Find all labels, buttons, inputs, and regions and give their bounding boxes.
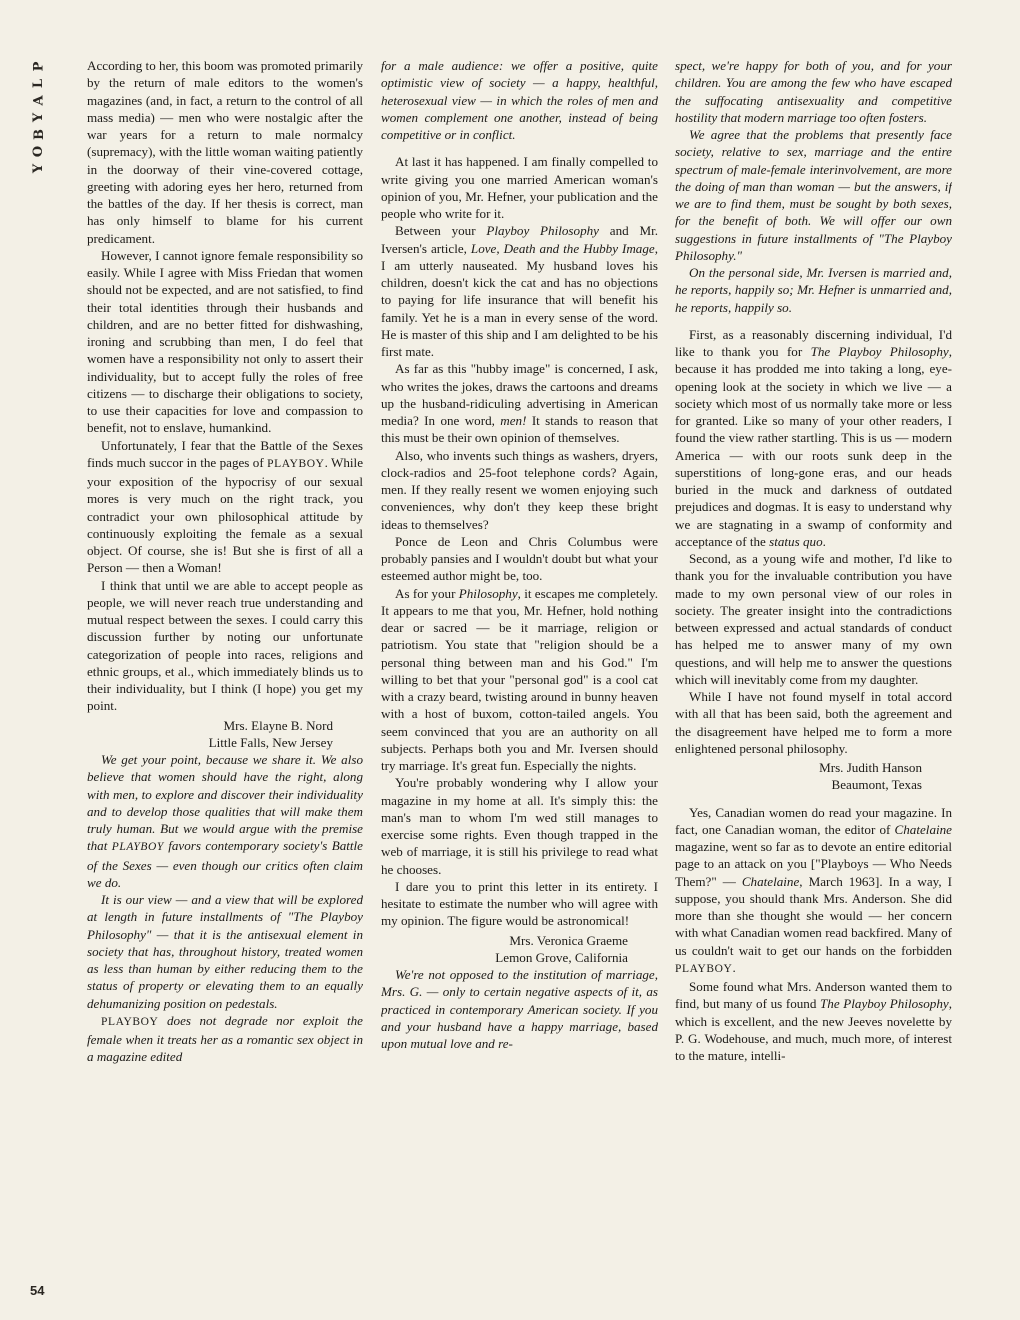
magazine-name: PLAYBOY bbox=[101, 1015, 159, 1028]
editor-reply: We're not opposed to the institution of marriage, Mrs. G. — only to certain negative aspects of it, as practiced in contemporary American society. If you and your husband have a happy marriage, based upon mutual love and re- bbox=[381, 967, 658, 1051]
masthead-letter: B bbox=[31, 129, 47, 140]
editor-reply: We get your point, because we share it. We also believe that women should have the right, along with men, to explore and discover their individuality and to develop those qualities that will make them truly human. But we would argue with the premise that PLAYBOY favors contemporary society's Battle of the Sexes — even though our critics often claim we do. bbox=[87, 752, 363, 890]
page-number: 54 bbox=[30, 1283, 45, 1298]
letter-paragraph: Also, who invents such things as washers, dryers, clock-radios and 25-foot telephone cords? Again, men. If they really resent we women enjoying such conveniences, why don't they keep these bright ideas to themselves? bbox=[381, 447, 658, 532]
letter-paragraph: Between your Playboy Philosophy and Mr. Iversen's article, Love, Death and the Hubby Image, I am utterly nauseated. My husband loves his children, doesn't kick the cat and has no objections to paying for life insurance that will benefit his family. Yet he is a man in every sense of the word. He is master of this ship and I am delighted to be his first mate. bbox=[381, 223, 658, 359]
editor-reply: We agree that the problems that presently face society, relative to sex, marriage and the entire spectrum of male-female interinvolvement, are more the doing of man than woman — but the answers, if we are to find them, must be sought by both sexes, for the benefit of both. We will offer our own suggestions in future installments of "The Playboy Philosophy." bbox=[675, 127, 952, 263]
title-italic: Philosophy bbox=[458, 585, 518, 601]
masthead-letter: O bbox=[31, 145, 47, 158]
masthead-letter: P bbox=[31, 61, 47, 72]
editor-reply: PLAYBOY does not degrade nor exploit the female when it treats her as a romantic sex object in a magazine edited bbox=[87, 1012, 363, 1065]
letter-paragraph: Unfortunately, I fear that the Battle of the Sexes finds much succor in the pages of PLAYBOY. While your exposition of the hypocrisy of our sexual mores is very much on the right track, you contradict your own philosophical attitude by continuously exploiting the female as a sexual object. Of course, she is! But she is first of all a Person — then a Woman! bbox=[87, 437, 363, 576]
signature-place: Little Falls, New Jersey bbox=[208, 734, 333, 750]
title-italic: Love, Death and the Hubby Image bbox=[470, 240, 655, 256]
title-italic: Chatelaine bbox=[894, 821, 952, 837]
signature-place: Beaumont, Texas bbox=[831, 777, 922, 793]
signature-place: Lemon Grove, California bbox=[495, 949, 628, 965]
emphasis: status quo bbox=[769, 533, 823, 549]
letter-paragraph: Some found what Mrs. Anderson wanted them to find, but many of us found The Playboy Philosophy, which is excellent, and the new Jeeves novelette by P. G. Wodehouse, and much, much more, of interest to the mature, intelli- bbox=[675, 979, 952, 1063]
letter-paragraph: Yes, Canadian women do read your magazine. In fact, one Canadian woman, the editor of Chatelaine magazine, went so far as to devote an entire editorial page to an attack on you ["Playboys — Who Needs Them?" — Chatelaine, March 1963]. In a way, I suppose, you should thank Mrs. Anderson. She did more than she thought she would — her concern with what Canadian women read backfired. Many of us couldn't wait to get our hands on the forbidden PLAYBOY. bbox=[675, 804, 952, 975]
masthead-letter: A bbox=[31, 95, 47, 106]
letter-paragraph: However, I cannot ignore female responsibility so easily. While I agree with Miss Friedan that women should not be expected, and are not satisfied, to find their total identities through their husbands and children, and are no better fitted for dishwashing, ironing and scrubbing than men, I do feel that women have a responsibility not only to assert their individuality, but to accept fully the roles of free citizens — to discharge their obligations to society, to use their capacities for love and compassion to benefit, not to enslave, humankind. bbox=[87, 247, 363, 436]
title-italic: The Playboy Philosophy bbox=[810, 344, 949, 359]
masthead-letter: Y bbox=[31, 112, 47, 123]
letter-paragraph: According to her, this boom was promoted primarily by the return of male editors to the women's magazines (and, in fact, a return to the control of all mass media) — men who were nostalgic after the war years for a return to male normalcy (supremacy), with the little woman waiting patiently in the doorway of their vine-covered cottage, greeting with adoring eyes her hero, returned from the battles of the day. If her thesis is correct, man has only himself to blame for his current predicament. bbox=[87, 58, 363, 246]
letter-paragraph: I dare you to print this letter in its entirety. I hesitate to estimate the number who will agree with my opinion. The figure would be astronomical! bbox=[381, 878, 658, 929]
magazine-name: PLAYBOY bbox=[675, 962, 733, 975]
title-italic: Chatelaine bbox=[741, 873, 800, 889]
editor-reply: for a male audience: we offer a positive, quite optimistic view of society — a happy, healthful, heterosexual view — in which the roles of men and women complement one another, instead of being competitive or in conflict. bbox=[381, 58, 658, 142]
letter-signature bbox=[675, 759, 922, 794]
letter-paragraph: At last it has happened. I am finally compelled to write giving you one married American woman's opinion of you, Mr. Hefner, your publication and the people who write for it. bbox=[381, 154, 658, 221]
letter-signature bbox=[381, 932, 628, 967]
column-right bbox=[675, 57, 952, 1298]
masthead-letter: Y bbox=[31, 163, 47, 174]
signature-name: Mrs. Veronica Graeme bbox=[509, 932, 628, 948]
letter-paragraph: You're probably wondering why I allow your magazine in my home at all. It's simply this: the man's man to whom I'm wed still manages to exercise some rights. Even though trapped in the web of marriage, it is still his privilege to read what he chooses. bbox=[381, 775, 658, 877]
letter-paragraph: As for your Philosophy, it escapes me completely. It appears to me that you, Mr. Hefner, hold nothing dear or sacred — be it marriage, religion or patriotism. You state that "religion should be a personal thing between man and his God." I'm willing to bet that your "personal god" is a cool cat with a crazy beard, twisting around in bunny heaven with a host of buxom, cotton-tailed angels. You seem convinced that you are an authority on all subjects. Perhaps both you and Mr. Iversen should try marriage. It's great fun. Especially the nights. bbox=[381, 585, 658, 773]
title-italic: The Playboy Philosophy bbox=[820, 996, 949, 1012]
letter-paragraph: I think that until we are able to accept people as people, we will never reach true understanding and mutual respect between the sexes. I could carry this discussion further by noting our unfortunate categorization of people into races, religions and ethnic groups, et al., which immediately blinds us to their individuality, but I think (I hope) you get my point. bbox=[87, 577, 363, 714]
letter-paragraph: While I have not found myself in total accord with all that has been said, both the agreement and the disagreement have helped me to form a more enlightened personal philosophy. bbox=[675, 689, 952, 756]
editor-reply: On the personal side, Mr. Iversen is married and, he reports, happily so; Mr. Hefner is unmarried and, he reports, happily so. bbox=[675, 265, 952, 315]
signature-name: Mrs. Judith Hanson bbox=[819, 760, 922, 775]
letter-signature bbox=[87, 717, 333, 752]
column-middle bbox=[381, 57, 658, 1298]
editor-reply: spect, we're happy for both of you, and for your children. You are among the few who have escaped the suffocating antisexuality and competitive hostility that modern marriage too often fosters. bbox=[675, 58, 952, 125]
magazine-name: PLAYBOY bbox=[267, 457, 325, 470]
title-italic: Playboy Philosophy bbox=[486, 223, 599, 239]
letter-paragraph: First, as a reasonably discerning individual, I'd like to thank you for The Playboy Philosophy, because it has prodded me into taking a long, eye-opening look at the society in which we live — a society which most of us normally take more or less for granted. Like so many of your other readers, I found the view rather startling. This is us — modern America — with our roots sunk deep in the superstitions of long-gone eras, and our heads buried in the muck and darkness of outdated prejudices and dogmas. It is easy to understand why we are stagnating in a swamp of conformity and acceptance of the status quo. bbox=[675, 326, 952, 549]
magazine-name: PLAYBOY bbox=[111, 841, 164, 854]
editor-reply: It is our view — and a view that will be explored at length in future installments of "The Playboy Philosophy" — that it is the antisexual element in society that has, throughout history, treated women as less than human by either reducing them to the status of property or elevating them to an equally dehumanizing position on pedestals. bbox=[87, 892, 363, 1011]
letter-paragraph: As far as this "hubby image" is concerned, I ask, who writes the jokes, draws the cartoons and dreams up the husband-ridiculing advertising in American media? In one word, men! It stands to reason that this must be their own opinion of themselves. bbox=[381, 361, 658, 446]
signature-name: Mrs. Elayne B. Nord bbox=[223, 717, 333, 733]
masthead-letter: L bbox=[31, 78, 47, 89]
masthead-vertical bbox=[28, 58, 50, 177]
letter-paragraph: Second, as a young wife and mother, I'd like to thank you for the invaluable contribution you have made to my own personal view of our roles in society. The greater insight into the contradictions between expressed and actual standards of conduct has helped me to answer many of my own questions, and will help me to answer the questions which will inevitably come from my daughter. bbox=[675, 551, 952, 687]
column-left bbox=[87, 57, 363, 1298]
emphasis: men! bbox=[500, 413, 527, 428]
letter-paragraph: Ponce de Leon and Chris Columbus were probably pansies and I wouldn't doubt but what your esteemed author might be, too. bbox=[381, 533, 658, 584]
